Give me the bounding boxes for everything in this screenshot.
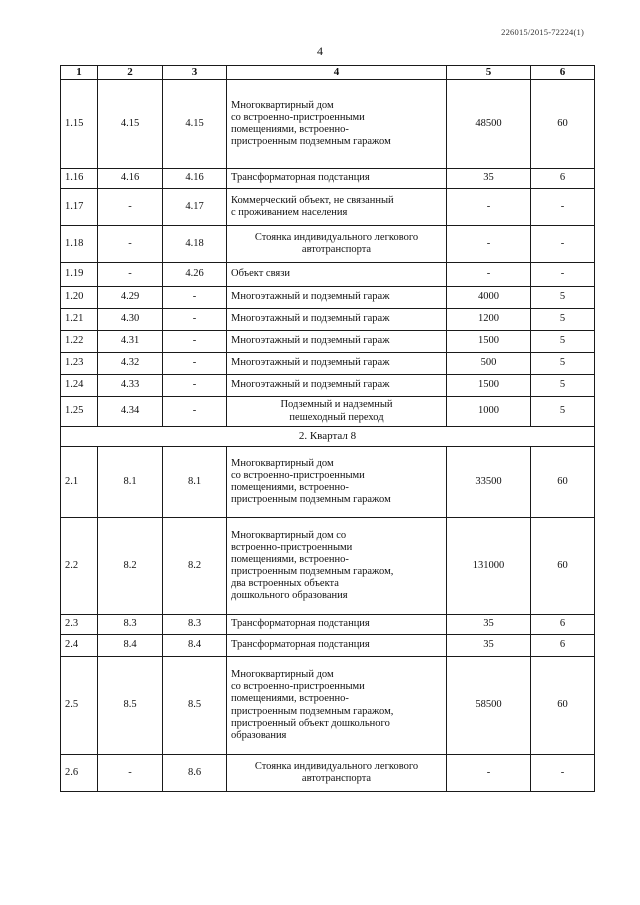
column-6-value: 5 bbox=[531, 309, 595, 331]
column-2-value: 4.16 bbox=[98, 169, 163, 189]
table-row bbox=[61, 309, 595, 331]
document-reference: 226015/2015-72224(1) bbox=[501, 27, 584, 37]
row-number: 1.17 bbox=[61, 189, 98, 226]
column-2-value: 8.4 bbox=[98, 635, 163, 657]
table-row bbox=[61, 518, 595, 615]
column-5-value: 35 bbox=[447, 169, 531, 189]
column-3-value: 4.17 bbox=[163, 189, 227, 226]
column-header: 6 bbox=[531, 66, 595, 80]
column-3-value: 4.15 bbox=[163, 80, 227, 169]
column-3-value: 8.6 bbox=[163, 755, 227, 792]
column-5-value: - bbox=[447, 755, 531, 792]
object-name: Многоквартирный дом со встроенно-пристроенными помещениями, встроенно- пристроенным подземным гаражом bbox=[227, 80, 447, 169]
object-name: Трансформаторная подстанция bbox=[227, 635, 447, 657]
object-name: Многоэтажный и подземный гараж bbox=[227, 331, 447, 353]
object-name: Стоянка индивидуального легкового автотранспорта bbox=[227, 226, 447, 263]
column-6-value: 6 bbox=[531, 615, 595, 635]
row-number: 2.2 bbox=[61, 518, 98, 615]
column-5-value: 35 bbox=[447, 635, 531, 657]
object-name: Многоэтажный и подземный гараж bbox=[227, 287, 447, 309]
row-number: 2.5 bbox=[61, 657, 98, 755]
table-row bbox=[61, 263, 595, 287]
column-3-value: 4.18 bbox=[163, 226, 227, 263]
column-2-value: 8.1 bbox=[98, 447, 163, 518]
block1-body bbox=[61, 80, 595, 427]
table-row bbox=[61, 189, 595, 226]
table-row bbox=[61, 615, 595, 635]
row-number: 1.18 bbox=[61, 226, 98, 263]
column-2-value: 4.15 bbox=[98, 80, 163, 169]
object-name: Многоквартирный дом со встроенно-пристроенными помещениями, встроенно- пристроенным подземным гаражом, пристроенный объект дошкольного образования bbox=[227, 657, 447, 755]
row-number: 1.25 bbox=[61, 397, 98, 427]
object-name: Многоэтажный и подземный гараж bbox=[227, 309, 447, 331]
column-2-value: - bbox=[98, 755, 163, 792]
register-table bbox=[60, 65, 595, 792]
column-6-value: 60 bbox=[531, 657, 595, 755]
column-6-value: - bbox=[531, 755, 595, 792]
column-6-value: 5 bbox=[531, 331, 595, 353]
column-6-value: 60 bbox=[531, 447, 595, 518]
page-number: 4 bbox=[317, 44, 323, 58]
column-5-value: 58500 bbox=[447, 657, 531, 755]
column-2-value: 4.33 bbox=[98, 375, 163, 397]
column-2-value: - bbox=[98, 189, 163, 226]
column-5-value: 500 bbox=[447, 353, 531, 375]
object-name: Многоэтажный и подземный гараж bbox=[227, 375, 447, 397]
column-header: 2 bbox=[98, 66, 163, 80]
column-2-value: 4.31 bbox=[98, 331, 163, 353]
column-5-value: - bbox=[447, 263, 531, 287]
column-6-value: 5 bbox=[531, 397, 595, 427]
column-3-value: 4.26 bbox=[163, 263, 227, 287]
column-6-value: 6 bbox=[531, 169, 595, 189]
column-6-value: 60 bbox=[531, 518, 595, 615]
column-2-value: 4.30 bbox=[98, 309, 163, 331]
object-name: Стоянка индивидуального легкового автотранспорта bbox=[227, 755, 447, 792]
column-6-value: 6 bbox=[531, 635, 595, 657]
object-name: Многоквартирный дом со встроенно-пристроенными помещениями, встроенно- пристроенным подземным гаражом bbox=[227, 447, 447, 518]
column-5-value: - bbox=[447, 189, 531, 226]
table-row bbox=[61, 447, 595, 518]
column-2-value: 8.5 bbox=[98, 657, 163, 755]
column-3-value: - bbox=[163, 309, 227, 331]
column-5-value: 1000 bbox=[447, 397, 531, 427]
column-header: 3 bbox=[163, 66, 227, 80]
row-number: 1.23 bbox=[61, 353, 98, 375]
row-number: 1.16 bbox=[61, 169, 98, 189]
object-name: Многоквартирный дом со встроенно-пристроенными помещениями, встроенно- пристроенным подземным гаражом, два встроенных объекта дошкольного образования bbox=[227, 518, 447, 615]
column-header: 5 bbox=[447, 66, 531, 80]
object-name: Подземный и надземный пешеходный переход bbox=[227, 397, 447, 427]
column-6-value: 5 bbox=[531, 353, 595, 375]
table-row bbox=[61, 169, 595, 189]
column-3-value: - bbox=[163, 353, 227, 375]
column-header: 4 bbox=[227, 66, 447, 80]
row-number: 2.4 bbox=[61, 635, 98, 657]
column-6-value: - bbox=[531, 226, 595, 263]
row-number: 1.20 bbox=[61, 287, 98, 309]
column-2-value: - bbox=[98, 263, 163, 287]
column-5-value: 131000 bbox=[447, 518, 531, 615]
column-5-value: - bbox=[447, 226, 531, 263]
row-number: 1.24 bbox=[61, 375, 98, 397]
table-row bbox=[61, 226, 595, 263]
column-3-value: - bbox=[163, 397, 227, 427]
column-header: 1 bbox=[61, 66, 98, 80]
table-row bbox=[61, 397, 595, 427]
column-5-value: 35 bbox=[447, 615, 531, 635]
row-number: 1.19 bbox=[61, 263, 98, 287]
column-3-value: 4.16 bbox=[163, 169, 227, 189]
row-number: 2.6 bbox=[61, 755, 98, 792]
column-3-value: 8.3 bbox=[163, 615, 227, 635]
row-number: 1.22 bbox=[61, 331, 98, 353]
column-5-value: 1500 bbox=[447, 331, 531, 353]
column-6-value: - bbox=[531, 263, 595, 287]
column-3-value: - bbox=[163, 375, 227, 397]
column-5-value: 48500 bbox=[447, 80, 531, 169]
object-name: Объект связи bbox=[227, 263, 447, 287]
section-title: 2. Квартал 8 bbox=[61, 427, 595, 447]
object-name: Коммерческий объект, не связанный с проживанием населения bbox=[227, 189, 447, 226]
table-row bbox=[61, 657, 595, 755]
column-3-value: 8.2 bbox=[163, 518, 227, 615]
table-row bbox=[61, 80, 595, 169]
column-2-value: 8.3 bbox=[98, 615, 163, 635]
object-name: Трансформаторная подстанция bbox=[227, 169, 447, 189]
column-6-value: 60 bbox=[531, 80, 595, 169]
object-name: Трансформаторная подстанция bbox=[227, 615, 447, 635]
row-number: 1.15 bbox=[61, 80, 98, 169]
object-name: Многоэтажный и подземный гараж bbox=[227, 353, 447, 375]
column-2-value: 4.32 bbox=[98, 353, 163, 375]
table-row bbox=[61, 287, 595, 309]
column-3-value: - bbox=[163, 287, 227, 309]
column-6-value: - bbox=[531, 189, 595, 226]
column-2-value: 4.34 bbox=[98, 397, 163, 427]
table-header-row bbox=[61, 66, 595, 80]
table-row bbox=[61, 353, 595, 375]
section-row bbox=[61, 427, 595, 447]
column-6-value: 5 bbox=[531, 287, 595, 309]
column-5-value: 4000 bbox=[447, 287, 531, 309]
column-5-value: 1500 bbox=[447, 375, 531, 397]
column-3-value: 8.1 bbox=[163, 447, 227, 518]
column-2-value: 4.29 bbox=[98, 287, 163, 309]
column-2-value: 8.2 bbox=[98, 518, 163, 615]
column-2-value: - bbox=[98, 226, 163, 263]
row-number: 1.21 bbox=[61, 309, 98, 331]
row-number: 2.3 bbox=[61, 615, 98, 635]
table-row bbox=[61, 375, 595, 397]
table-row bbox=[61, 755, 595, 792]
table-row bbox=[61, 635, 595, 657]
column-3-value: - bbox=[163, 331, 227, 353]
column-3-value: 8.4 bbox=[163, 635, 227, 657]
column-5-value: 1200 bbox=[447, 309, 531, 331]
table-row bbox=[61, 331, 595, 353]
column-5-value: 33500 bbox=[447, 447, 531, 518]
column-6-value: 5 bbox=[531, 375, 595, 397]
block2-body bbox=[61, 447, 595, 792]
row-number: 2.1 bbox=[61, 447, 98, 518]
column-3-value: 8.5 bbox=[163, 657, 227, 755]
